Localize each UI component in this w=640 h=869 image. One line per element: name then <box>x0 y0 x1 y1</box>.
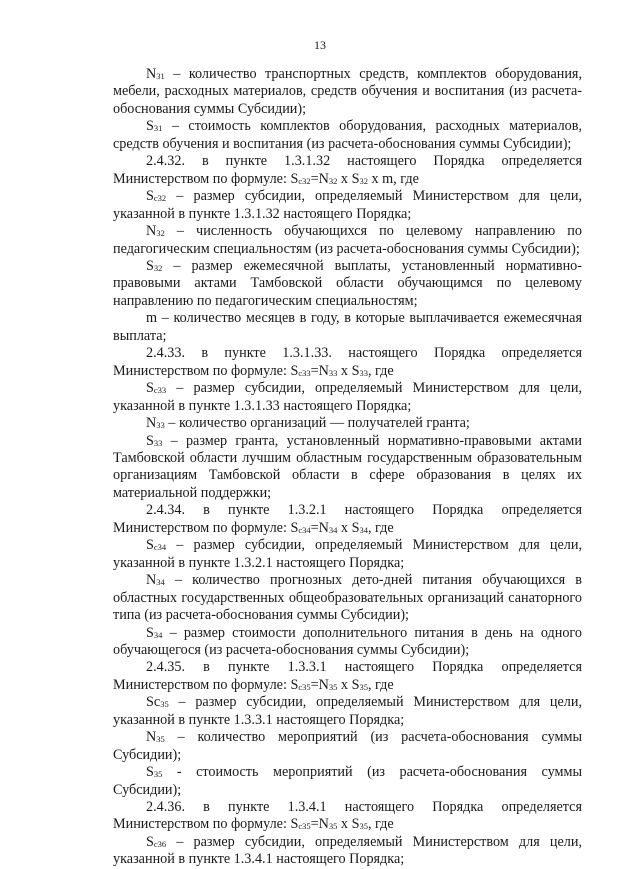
formula-subscript: с35 <box>298 681 311 692</box>
variable-symbol: S <box>146 257 154 274</box>
variable-symbol: N <box>146 223 157 240</box>
variable-symbol: N <box>146 415 157 432</box>
formula-subscript: 35 <box>359 681 368 692</box>
formula-text: x S <box>337 362 360 379</box>
paragraph-text: 2.4.32. в пункте 1.3.1.32 настоящего Порядка определяется Министерством по формуле: S <box>113 153 582 187</box>
paragraph-text: – количество организаций — получателей гранта; <box>164 415 470 432</box>
formula-text: x S <box>337 170 360 187</box>
formula-subscript: 33 <box>328 367 338 378</box>
formula-paragraph <box>113 153 582 188</box>
definition-paragraph <box>113 223 582 258</box>
variable-subscript: 35 <box>153 769 163 780</box>
definition-paragraph <box>113 625 582 660</box>
formula-subscript: с32 <box>298 175 311 186</box>
formula-subscript: с34 <box>298 524 311 535</box>
paragraph-text: 2.4.35. в пункте 1.3.3.1 настоящего Порядка определяется Министерством по формуле: S <box>113 659 582 693</box>
definition-paragraph <box>113 537 582 572</box>
formula-subscript: 35 <box>328 681 338 692</box>
definition-paragraph <box>113 433 582 503</box>
definition-paragraph <box>113 66 582 118</box>
paragraph-text: – размер ежемесячной выплаты, установленный нормативно-правовыми актами Тамбовской области обучающимся по целевому направлению по педагогическим специальностям; <box>113 257 582 309</box>
page-number: 13 <box>314 38 326 52</box>
definition-paragraph <box>113 188 582 223</box>
variable-subscript: 33 <box>153 437 163 448</box>
variable-symbol: S <box>146 764 154 781</box>
definition-paragraph <box>113 310 582 345</box>
variable-subscript: 34 <box>156 577 165 588</box>
variable-subscript: 32 <box>156 228 165 239</box>
formula-subscript: 35 <box>328 821 338 832</box>
formula-text: , где <box>367 676 394 693</box>
formula-text: =N <box>310 816 329 833</box>
definition-paragraph <box>113 764 582 799</box>
formula-text: x S <box>337 519 360 536</box>
variable-subscript: 31 <box>156 71 165 81</box>
definition-paragraph <box>113 729 582 764</box>
paragraph-text: – количество прогнозных дето-дней питания обучающихся в областных государственных общеобразовательных организаций санаторного типа (из расчета-обоснования суммы Субсидии); <box>113 572 582 624</box>
definition-paragraph <box>113 258 582 310</box>
variable-subscript: 34 <box>153 629 163 640</box>
formula-text: x m, где <box>367 170 419 187</box>
variable-symbol: S <box>146 380 154 397</box>
variable-subscript: 35 <box>156 734 165 745</box>
paragraph-text: – размер субсидии, определяемый Министерством для цели, указанной в пункте 1.3.1.32 настоящего Порядка; <box>113 188 582 222</box>
formula-text: x S <box>337 676 360 693</box>
variable-symbol: S <box>146 624 154 641</box>
variable-subscript: 35 <box>160 699 169 710</box>
formula-text: =N <box>310 676 329 693</box>
variable-subscript: 31 <box>153 123 163 134</box>
variable-symbol: N <box>146 66 157 82</box>
formula-subscript: 33 <box>359 367 368 378</box>
paragraph-text: 2.4.34. в пункте 1.3.2.1 настоящего Порядка определяется Министерством по формуле: S <box>113 502 582 536</box>
paragraph-text: m – количество месяцев в году, в которые выплачивается ежемесячная выплата; <box>113 310 582 344</box>
definition-paragraph <box>113 380 582 415</box>
variable-symbol: S <box>146 537 154 554</box>
paragraph-text: 2.4.33. в пункте 1.3.1.33. настоящего Порядка определяется Министерством по формуле: S <box>113 345 582 379</box>
formula-text: =N <box>310 362 329 379</box>
formula-subscript: 32 <box>359 175 368 186</box>
formula-paragraph <box>113 659 582 694</box>
formula-subscript: с33 <box>298 367 311 378</box>
paragraph-text: – размер стоимости дополнительного питания в день на одного обучающегося (из расчета-обоснования суммы Субсидии); <box>113 624 582 658</box>
formula-subscript: 35 <box>359 821 368 832</box>
formula-text: , где <box>367 362 394 379</box>
formula-text: =N <box>310 519 329 536</box>
body-text <box>113 66 582 869</box>
paragraph-text: – размер субсидии, определяемый Министерством для цели, указанной в пункте 1.3.2.1 настоящего Порядка; <box>113 537 582 571</box>
paragraph-text: – количество мероприятий (из расчета-обоснования суммы Субсидии); <box>113 729 582 763</box>
variable-symbol: N <box>146 572 157 589</box>
definition-paragraph <box>113 415 582 432</box>
definition-paragraph <box>113 118 582 153</box>
definition-paragraph <box>113 694 582 729</box>
formula-subscript: 34 <box>359 524 368 535</box>
formula-subscript: 34 <box>328 524 338 535</box>
definition-paragraph <box>113 834 582 869</box>
definition-paragraph <box>113 572 582 624</box>
variable-subscript: с34 <box>153 542 167 553</box>
formula-text: =N <box>310 170 329 187</box>
paragraph-text: – размер субсидии, определяемый Министерством для цели, указанной в пункте 1.3.3.1 настоящего Порядка; <box>113 694 582 728</box>
paragraph-text: - стоимость мероприятий (из расчета-обоснования суммы Субсидии); <box>113 764 582 798</box>
paragraph-text: – численность обучающихся по целевому направлению по педагогическим специальностям (из расчета-обоснования суммы Субсидии); <box>113 223 582 257</box>
variable-symbol: S <box>146 833 154 850</box>
formula-subscript: с35 <box>298 821 311 832</box>
formula-paragraph <box>113 502 582 537</box>
variable-symbol: Sc <box>146 694 161 711</box>
variable-subscript: 32 <box>153 262 163 273</box>
paragraph-text: – размер гранта, установленный нормативно-правовыми актами Тамбовской области лучшим областным государственным образовательным организациям Тамбовской области в сфере образования в целях их материальной поддержки; <box>113 432 582 501</box>
formula-subscript: 32 <box>328 175 338 186</box>
formula-paragraph <box>113 799 582 834</box>
variable-subscript: с33 <box>153 385 167 396</box>
variable-symbol: S <box>146 188 154 205</box>
paragraph-text: – размер субсидии, определяемый Министерством для цели, указанной в пункте 1.3.1.33 настоящего Порядка; <box>113 380 582 414</box>
variable-symbol: N <box>146 729 157 746</box>
paragraph-text: – количество транспортных средств, комплектов оборудования, мебели, расходных материалов, средств обучения и воспитания (из расчета-обоснования суммы Субсидии); <box>113 66 582 117</box>
formula-paragraph <box>113 345 582 380</box>
formula-text: x S <box>337 816 360 833</box>
variable-subscript: 33 <box>156 420 165 431</box>
paragraph-text: – размер субсидии, определяемый Министерством для цели, указанной в пункте 1.3.4.1 настоящего Порядка; <box>113 833 582 868</box>
formula-text: , где <box>367 816 394 833</box>
variable-symbol: S <box>146 118 154 135</box>
paragraph-text: – стоимость комплектов оборудования, расходных материалов, средств обучения и воспитания (из расчета-обоснования суммы Субсидии); <box>113 118 582 152</box>
paragraph-text: 2.4.36. в пункте 1.3.4.1 настоящего Порядка определяется Министерством по формуле: S <box>113 799 582 833</box>
variable-subscript: с36 <box>153 838 167 849</box>
variable-symbol: S <box>146 432 154 449</box>
variable-subscript: с32 <box>153 193 167 204</box>
formula-text: , где <box>367 519 394 536</box>
